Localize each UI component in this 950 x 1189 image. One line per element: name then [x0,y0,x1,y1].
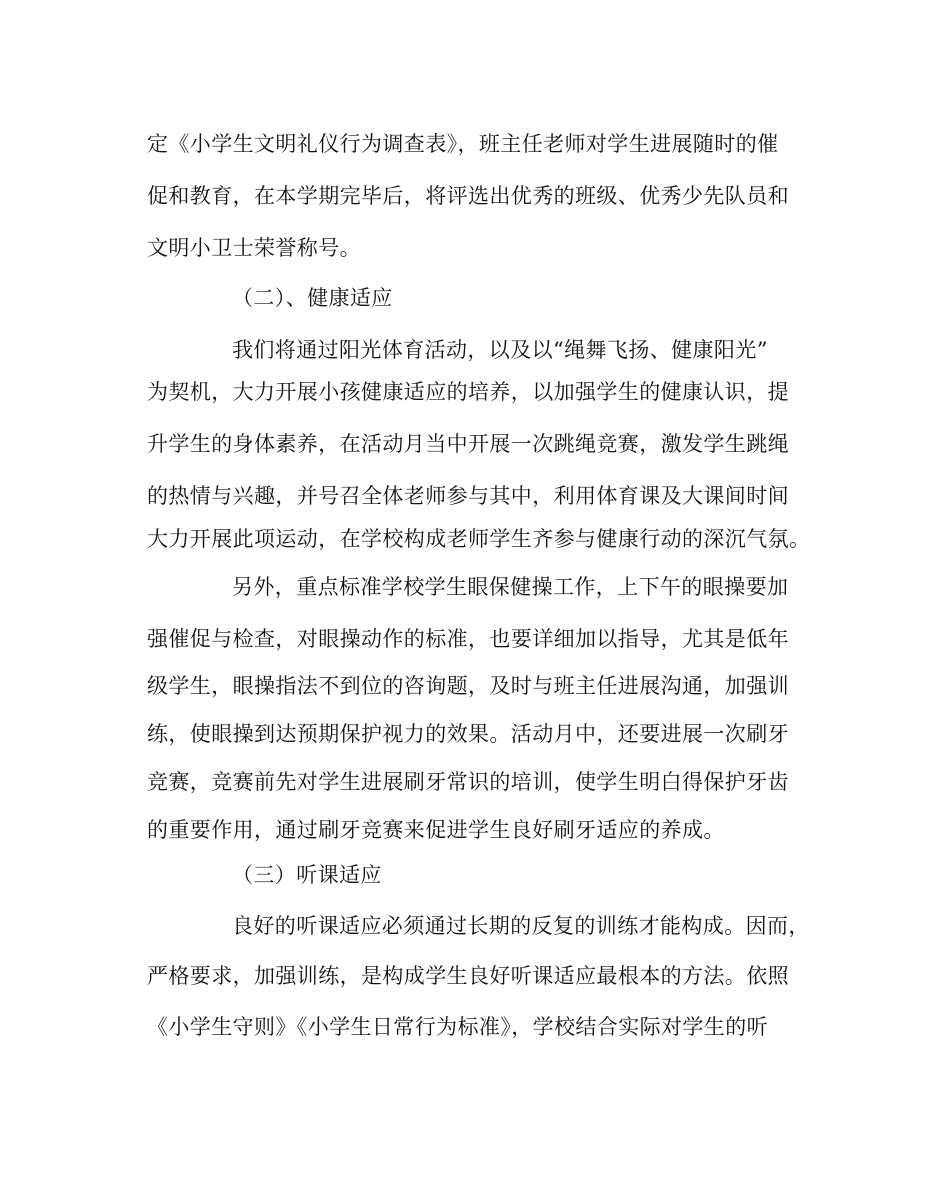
text-line: 良好的听课适应必须通过长期的反复的训练才能构成。因而， [232,914,810,938]
text-line: 文明小卫士荣誉称号。 [147,236,361,260]
text-line: 另外，重点标准学校学生眼保健操工作，上下午的眼操要加 [232,575,789,599]
text-line: 的热情与兴趣，并号召全体老师参与其中，利用体育课及大课间时间 [147,484,789,508]
section-heading: （三）听课适应 [232,863,382,887]
text-line: 为契机，大力开展小孩健康适应的培养，以加强学生的健康认识，提 [147,380,789,404]
text-line: 强催促与检查，对眼操动作的标准，也要详细加以指导，尤其是低年 [147,627,789,651]
text-line: 练，使眼操到达预期保护视力的效果。活动月中，还要进展一次刷牙 [147,722,789,746]
text-line: 升学生的身体素养，在活动月当中开展一次跳绳竞赛，激发学生跳绳 [147,432,789,456]
text-line: 促和教育，在本学期完毕后，将评选出优秀的班级、优秀少先队员和 [147,184,789,208]
text-line: 严格要求，加强训练，是构成学生良好听课适应最根本的方法。依照 [147,964,789,988]
text-line: 级学生，眼操指法不到位的咨询题，及时与班主任进展沟通，加强训 [147,674,789,698]
text-line: 《小学生守则》《小学生日常行为标准》，学校结合实际对学生的听 [147,1015,768,1039]
text-line: 定《小学生文明礼仪行为调查表》，班主任老师对学生进展随时的催 [147,132,779,156]
section-heading: （二）、健康适应 [232,286,393,310]
text-line: 竞赛，竞赛前先对学生进展刷牙常识的培训，使学生明白得保护牙齿 [147,770,789,794]
text-line: 我们将通过阳光体育活动，以及以“绳舞飞扬、健康阳光” [232,338,768,362]
text-line: 大力开展此项运动，在学校构成老师学生齐参与健康行动的深沉气氛。 [147,527,811,551]
text-line: 的重要作用，通过刷牙竞赛来促进学生良好刷牙适应的养成。 [147,818,725,842]
